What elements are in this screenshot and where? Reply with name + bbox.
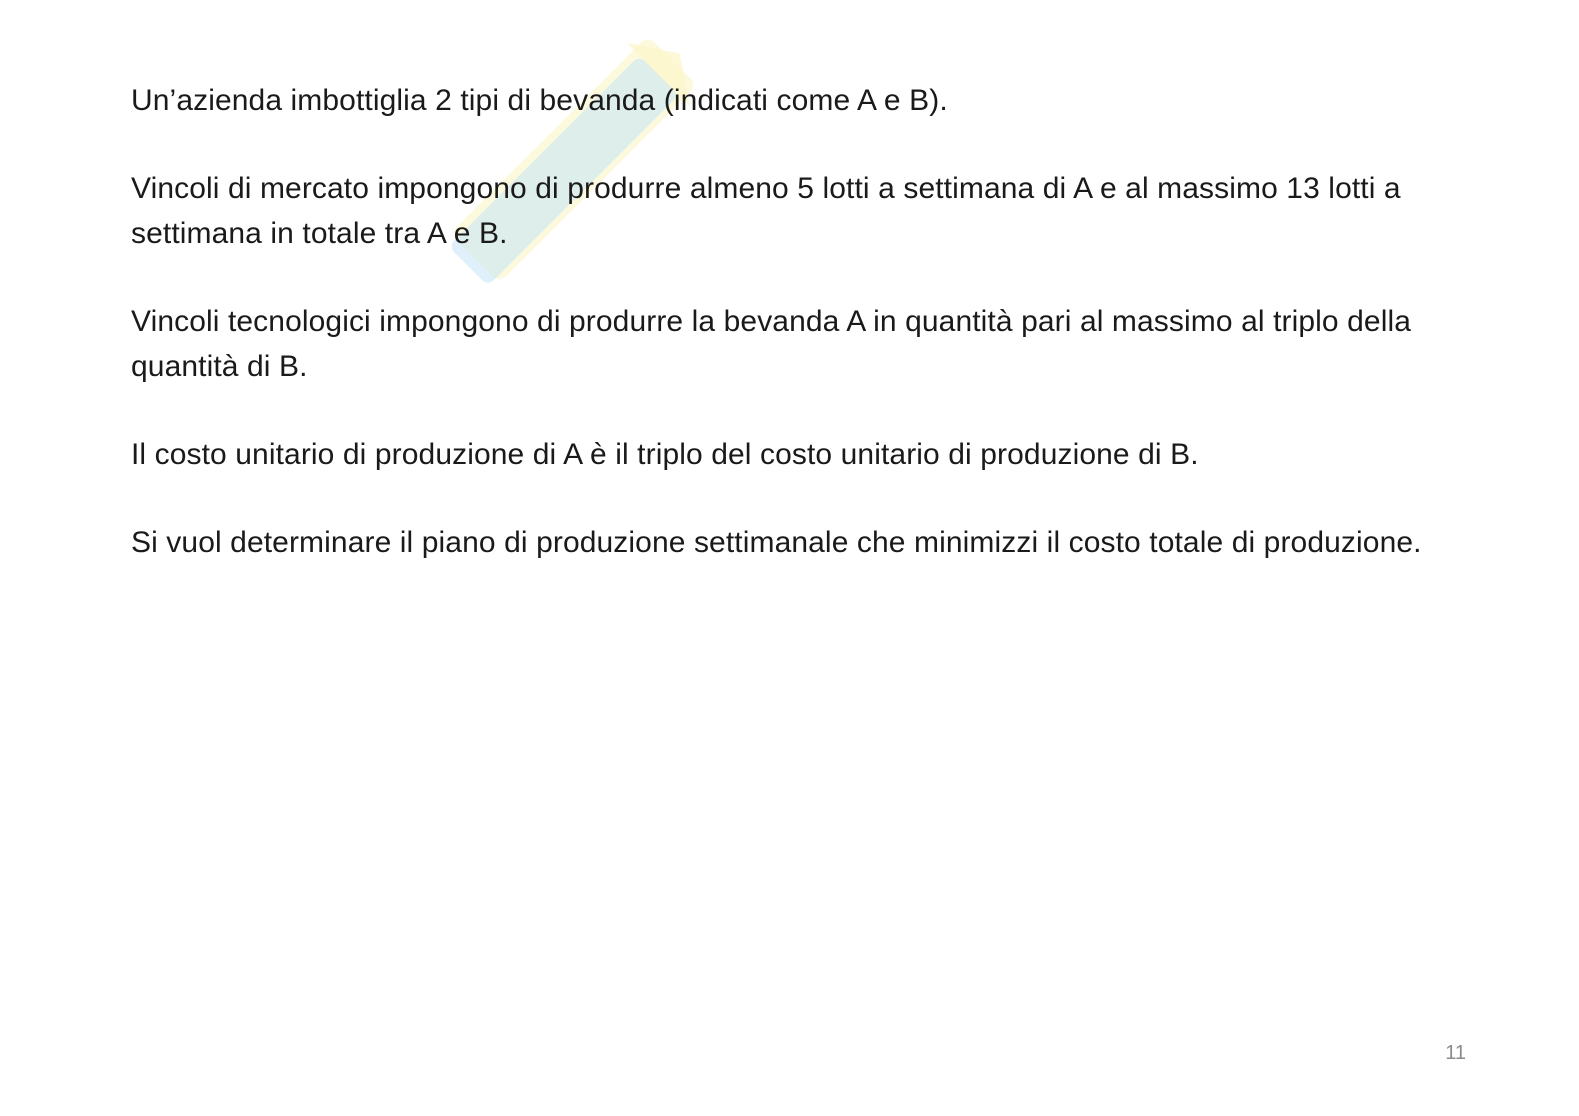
paragraph-objective: Si vuol determinare il piano di produzione settimanale che minimizzi il costo totale di produzione. [131, 526, 1422, 559]
paragraph-unit-cost: Il costo unitario di produzione di A è il triplo del costo unitario di produzione di B. [131, 438, 1199, 471]
paragraph-market-constraints: Vincoli di mercato impongono di produrre almeno 5 lotti a settimana di A e al massimo 13 lotti a settimana in totale tra A e B. [131, 172, 1401, 250]
text-content [131, 78, 1471, 608]
paragraph-intro: Un’azienda imbottiglia 2 tipi di bevanda (indicati come A e B). [131, 84, 948, 117]
paragraph-tech-constraints: Vincoli tecnologici impongono di produrre la bevanda A in quantità pari al massimo al triplo della quantità di B. [131, 305, 1412, 383]
page-number: 11 [1445, 1042, 1466, 1064]
